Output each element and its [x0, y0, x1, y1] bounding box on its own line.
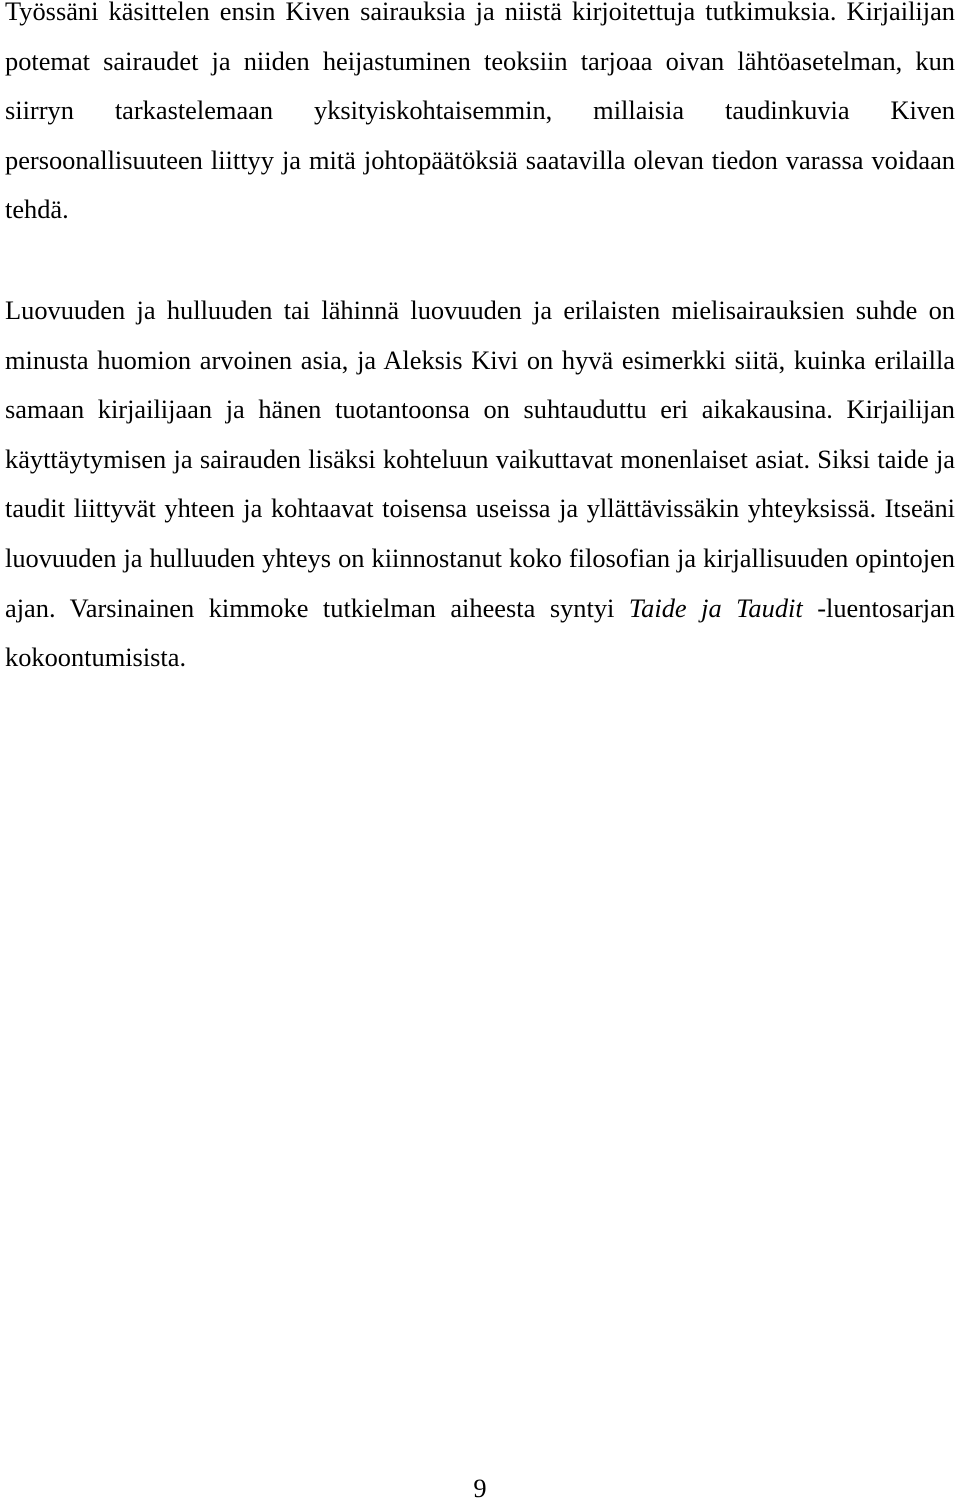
paragraph-text-end: -luentosarjan kokoontumisista.: [5, 592, 955, 673]
lecture-series-title: Taide ja Taudit: [628, 592, 803, 623]
paragraph-intro: Työssäni käsittelen ensin Kiven sairauksia ja niistä kirjoitettuja tutkimuksia. Kirjailijan potemat sairaudet ja niiden heijastuminen teoksiin tarjoaa oivan lähtöasetelman, kun siirryn tarkastelemaan yksityiskohtaisemmin, millaisia taudinkuvia Kiven persoonallisuuteen liittyy ja mitä johtopäätöksiä saatavilla olevan tiedon varassa voidaan tehdä.: [5, 0, 955, 225]
paragraph-text: Luovuuden ja hulluuden tai lähinnä luovuuden ja erilaisten mielisairauksien suhde on minusta huomion arvoinen asia, ja Aleksis Kivi on hyvä esimerkki siitä, kuinka erilailla samaan kirjailijaan ja hänen tuotantoonsa on suhtauduttu eri aikakausina. Kirjailijan käyttäytymisen ja sairauden lisäksi kohteluun vaikuttavat monenlaiset asiat. Siksi taide ja taudit liittyvät yhteen ja kohtaavat toisensa useissa ja yllättävissäkin yhteyksissä. Itseäni luovuuden ja hulluuden yhteys on kiinnostanut koko filosofian ja kirjallisuuden opintojen ajan. Varsinainen kimmoke tutkielman aiheesta syntyi: [5, 295, 955, 623]
paragraph-creativity: [5, 286, 955, 683]
page-number: 9: [473, 1473, 487, 1503]
